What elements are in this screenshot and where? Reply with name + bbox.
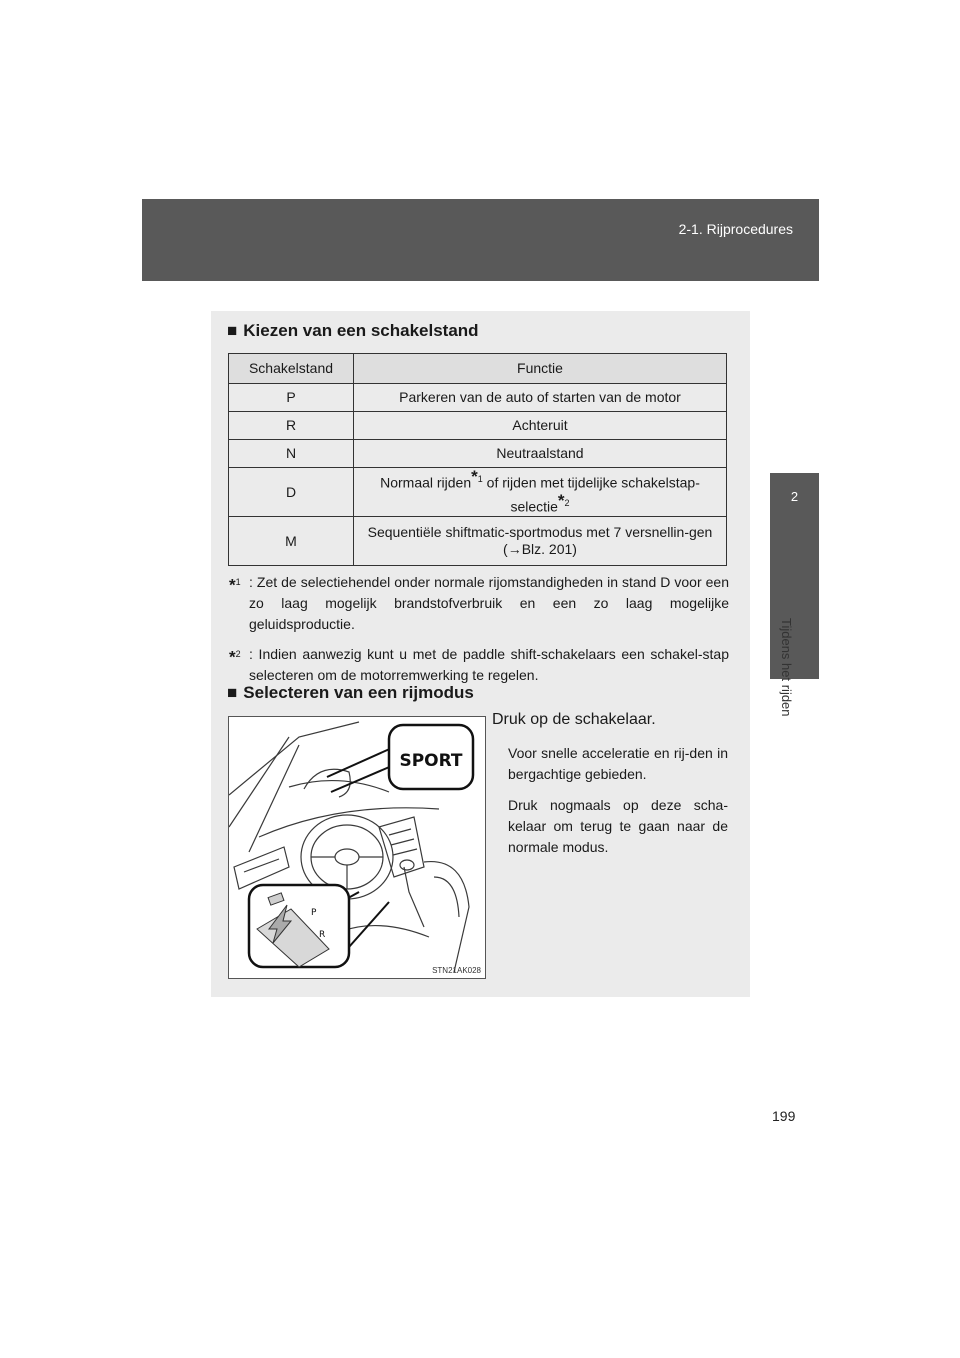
table-row [229,412,727,440]
footnote-2 [229,644,729,686]
heading-text: Selecteren van een rijmodus [243,683,474,702]
chapter-number: 2 [790,489,799,504]
gear-position: R [229,412,354,440]
footnote-text: : Indien aanwezig kunt u met de paddle shift-schakelaars een schakel-stap selecteren om de motorremwerking te regelen. [249,646,729,683]
sport-button-label: SPORT [399,751,463,771]
section-title: 2-1. Rijprocedures [678,221,793,237]
dashboard-drawing [229,717,485,978]
function-text: of rijden met tijdelijke schakelstap-selectie [482,475,700,515]
instruction-note: Druk nogmaals op deze scha-kelaar om terug te gaan naar de normale modus. [508,797,728,855]
footnote-marker [229,572,241,597]
gear-function: Normaal rijden$^{*1}$ of rijden met tijdelijke schakelstap-selectie$^{*2}$ [354,468,727,517]
footnote-text: : Zet de selectiehendel onder normale rijomstandigheden in stand D voor een zo laag mogelijk brandstofverbruik en een zo laag mogelijke geluidsproductie. [249,574,729,632]
column-header: Functie [354,354,727,384]
table-row [229,384,727,412]
gear-position: N [229,440,354,468]
content-panel [211,311,750,997]
arrow-right-icon: → [507,541,522,557]
chapter-tab [770,473,819,679]
gear-position: P [229,384,354,412]
gear-position: M [229,517,354,566]
table-row [229,468,727,517]
gear-function [354,517,727,566]
footnote-number: 2 [235,649,241,659]
square-bullet-icon: ■ [227,683,238,702]
table-header-row [229,354,727,384]
gear-letter-r: R [319,930,326,940]
heading-drive-mode [227,683,474,703]
instruction-note: Voor snelle acceleratie en rij-den in bergachtige gebieden. [508,745,728,782]
footnote-ref: 2 [564,498,570,508]
page-reference: Blz. 201) [521,541,577,557]
gear-table [228,353,727,566]
footnote-ref: 1 [477,474,483,485]
heading-text: Kiezen van een schakelstand [243,321,479,340]
function-text: Sequentiële shiftmatic-sportmodus met 7 versnellin-gen ( [367,524,713,557]
instruction-text: Druk op de schakelaar. [492,711,656,728]
page-number: 199 [772,1108,796,1124]
illustration-code: STN21AK028 [432,966,481,975]
footnote-star: * [229,575,236,595]
gear-letter-p: P [311,908,317,918]
heading-gear-selection [227,321,479,341]
footnote-marker [229,644,241,669]
drive-mode-instructions [492,711,728,868]
header-band [142,199,819,281]
gear-position: D [229,468,354,517]
sport-switch-illustration [228,716,486,979]
chapter-title: Tijdens het rijden [779,618,794,717]
gear-function: Parkeren van de auto of starten van de motor [354,384,727,412]
square-bullet-icon: ■ [227,321,238,340]
table-row [229,440,727,468]
function-text: Normaal rijden [380,475,472,491]
footnote-star: * [229,647,236,667]
footnote-1 [229,572,729,635]
footnote-number: 1 [235,577,241,587]
table-row [229,517,727,566]
gear-function: Neutraalstand [354,440,727,468]
column-header: Schakelstand [229,354,354,384]
gear-function: Achteruit [354,412,727,440]
